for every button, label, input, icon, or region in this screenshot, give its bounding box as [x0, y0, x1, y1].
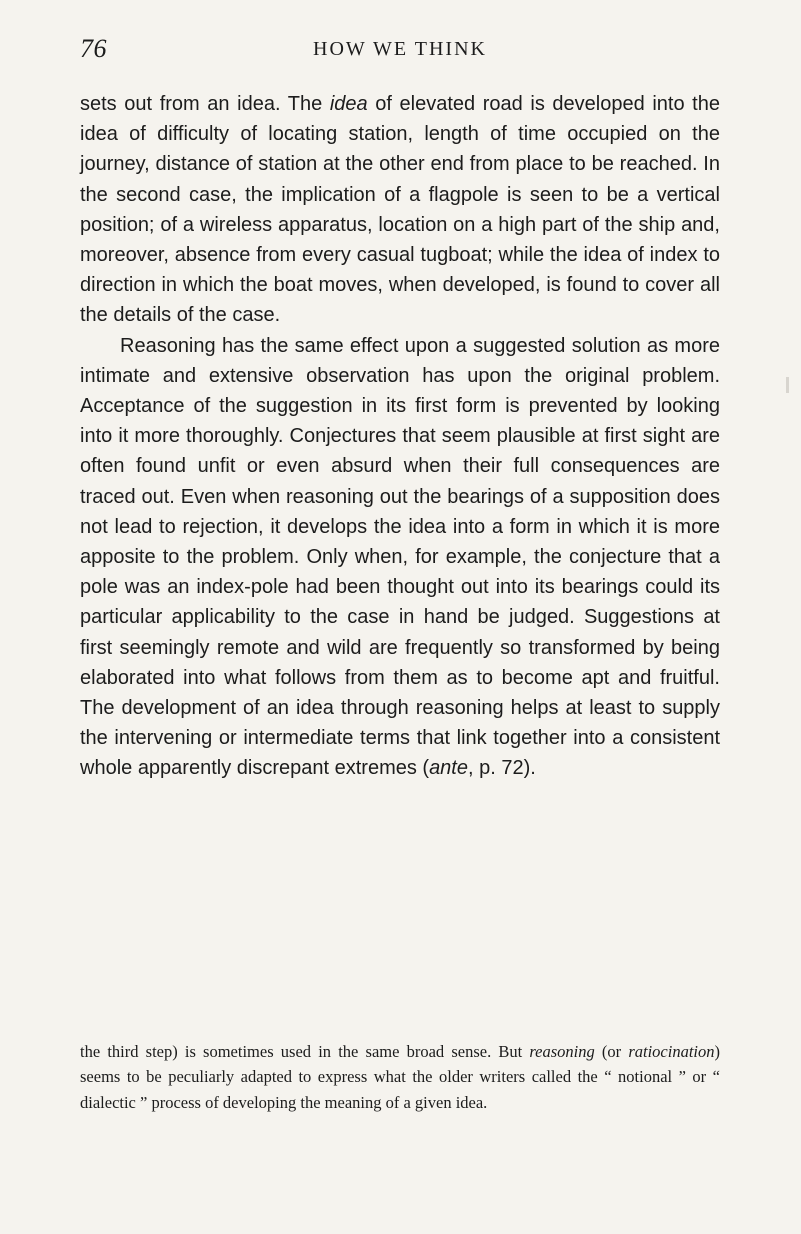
footnote-emphasis-reasoning: reasoning [529, 1042, 595, 1061]
footnote-emphasis-ratiocination: ratiocination [628, 1042, 715, 1061]
paragraph-2-text-a: Reasoning has the same effect upon a suggested solution as more intimate and extensive observation has upon the original problem. Acceptance of the suggestion in its first form is prevented by looking into it more thoroughly. Conjectures that seem plausible at first sight are often found unfit or even absurd when their full consequences are traced out. Even when reasoning out the bearings of a supposition does not lead to rejection, it develops the idea into a form in which it is more apposite to the problem. Only when, for example, the conjecture that a pole was an index-pole had been thought out into its bearings could its particular applicability to the case in hand be judged. Suggestions at first seemingly remote and wild are frequently so transformed by being elaborated into what follows from them as to become apt and fruitful. The development of an idea through reasoning helps at least to supply the intervening or intermediate terms that link together into a consistent whole apparently discrepant extremes ( [80, 334, 720, 780]
body-text [80, 89, 720, 784]
running-title: HOW WE THINK [313, 38, 487, 60]
footnote-text-c: ) seems to be peculiarly adapted to express what the older writers called the “ notional ” or “ dialectic ” process of developing the meaning of a given idea. [80, 1042, 720, 1112]
footnote-text [80, 1039, 720, 1115]
paragraph-2 [80, 331, 720, 784]
paragraph-2-text-b: , p. 72). [468, 757, 536, 780]
paper-mark [786, 377, 789, 393]
paragraph-1 [80, 89, 720, 331]
paragraph-1-text-b: of elevated road is developed into the idea of difficulty of locating station, length of time occupied on the journey, distance of station at the other end from place to be reached. In the second case, the implication of a flagpole is seen to be a vertical position; of a wireless apparatus, location on a high part of the ship and, moreover, absence from every casual tugboat; while the idea of index to direction in which the boat moves, when developed, is found to cover all the details of the case. [80, 93, 720, 327]
footnote [80, 1039, 720, 1115]
footnote-text-a: the third step) is sometimes used in the same broad sense. But [80, 1042, 530, 1061]
paragraph-1-text-a: sets out from an idea. The [80, 93, 330, 115]
page-header [80, 34, 720, 74]
footnote-text-b: (or [594, 1042, 629, 1061]
page-number: 76 [80, 34, 107, 63]
paragraph-1-emphasis: idea [329, 93, 368, 115]
paragraph-2-emphasis: ante [429, 757, 468, 780]
